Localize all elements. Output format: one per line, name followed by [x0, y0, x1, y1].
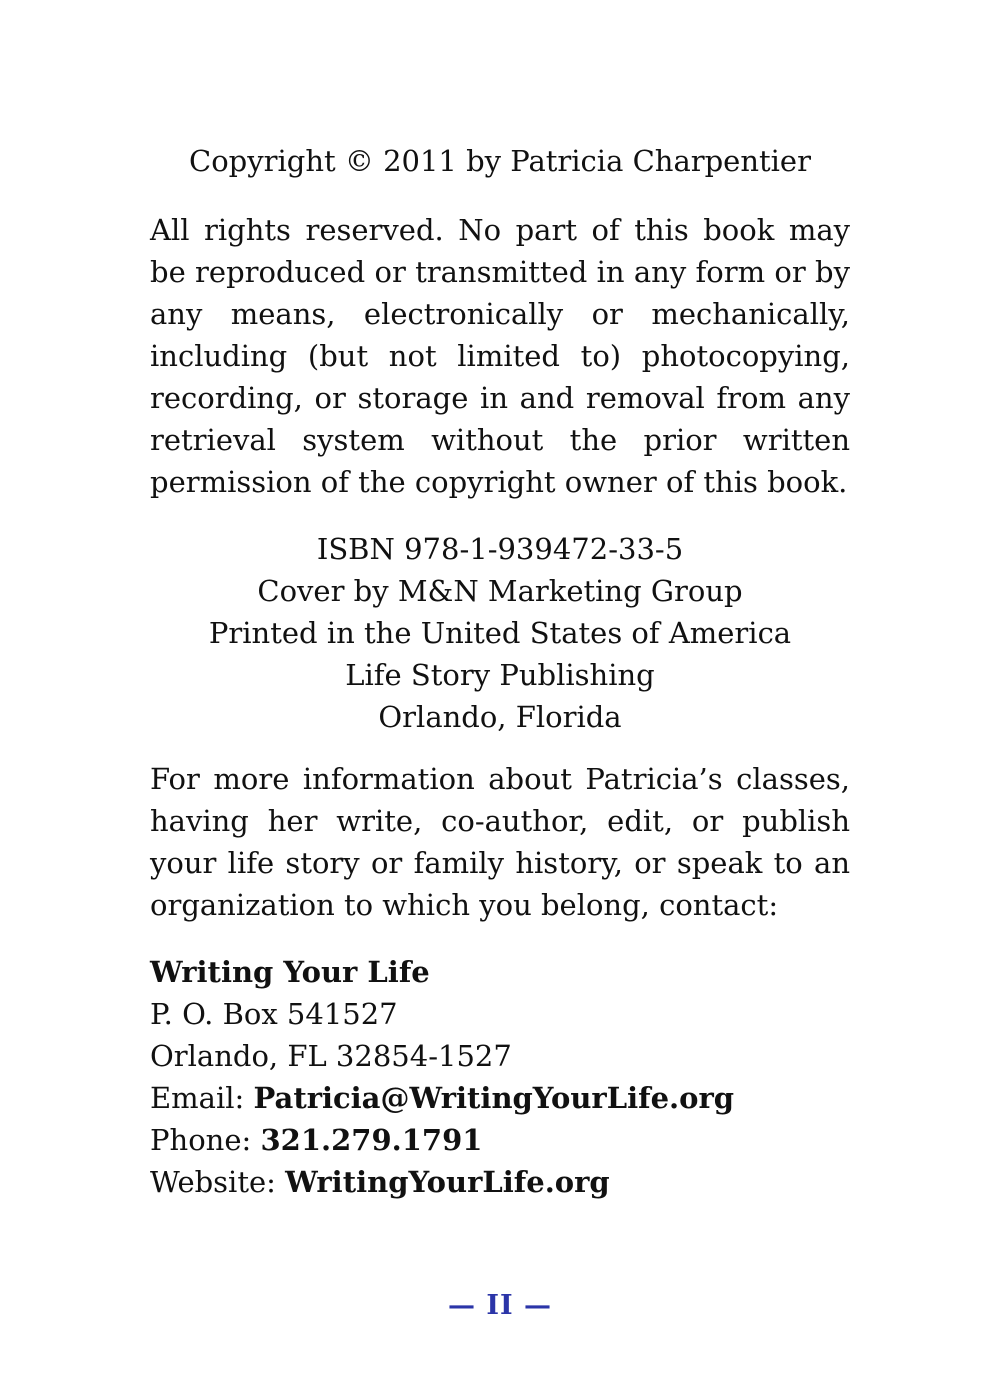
contact-name: Writing Your Life: [150, 955, 430, 989]
info-paragraph: For more information about Patricia’s classes, having her write, co-author, edit, or publish your life story or family history, or speak to an organization to which you belong, contact:: [150, 762, 850, 922]
page-number: — II —: [447, 1290, 553, 1321]
publisher-location: Orlando, Florida: [378, 700, 622, 734]
phone-label: Phone:: [150, 1123, 261, 1157]
publisher: Life Story Publishing: [345, 658, 655, 692]
contact-phone-row: [150, 1119, 850, 1161]
email-link[interactable]: Patricia@WritingYourLife.org: [253, 1081, 735, 1115]
contact-website-row: [150, 1161, 850, 1203]
contact-city: Orlando, FL 32854-1527: [150, 1039, 512, 1073]
cover-credit: Cover by M&N Marketing Group: [257, 574, 743, 608]
copyright-page: [150, 140, 850, 1203]
website-link[interactable]: WritingYourLife.org: [285, 1165, 610, 1199]
isbn: ISBN 978-1-939472-33-5: [316, 532, 684, 566]
phone-number: 321.279.1791: [260, 1123, 483, 1157]
copyright-line: Copyright © 2011 by Patricia Charpentier: [189, 144, 811, 178]
website-label: Website:: [150, 1165, 286, 1199]
rights-paragraph: All rights reserved. No part of this book may be reproduced or transmitted in any form or by any means, electronically or mechanically, including (but not limited to) photocopying, recording, or storage in and removal from any retrieval system without the prior written permission of the copyright owner of this book.: [150, 213, 850, 499]
email-label: Email:: [150, 1081, 254, 1115]
publication-info: [150, 528, 850, 738]
contact-block: [150, 951, 850, 1203]
printed-in: Printed in the United States of America: [208, 616, 792, 650]
contact-po-box: P. O. Box 541527: [150, 997, 398, 1031]
contact-email-row: [150, 1077, 850, 1119]
